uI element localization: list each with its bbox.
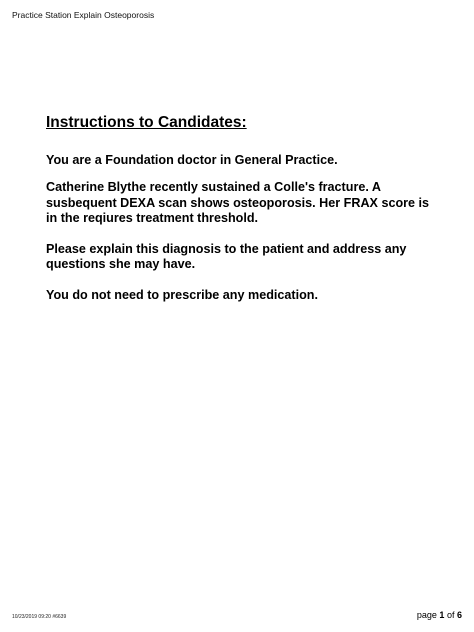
- page-indicator: [417, 610, 462, 620]
- document-header-title: Practice Station Explain Osteoporosis: [12, 10, 155, 20]
- paragraph-note: You do not need to prescribe any medication.: [46, 287, 318, 302]
- page-current: 1: [439, 610, 445, 620]
- document-content: [46, 114, 436, 318]
- footer-timestamp: 10/23/2019 09:20 #6639: [12, 614, 67, 620]
- paragraph-scenario: Catherine Blythe recently sustained a Colle's fracture. A susbequent DEXA scan shows osteoporosis. Her FRAX score is in the reqiures treatment threshold.: [46, 180, 430, 226]
- paragraph-task: Please explain this diagnosis to the patient and address any questions she may have.: [46, 241, 407, 272]
- paragraph-role: You are a Foundation doctor in General Practice.: [46, 152, 338, 167]
- page-label: page: [416, 610, 437, 620]
- page-of: of: [446, 610, 455, 620]
- page-total: 6: [456, 610, 462, 620]
- instructions-heading: Instructions to Candidates:: [46, 114, 247, 131]
